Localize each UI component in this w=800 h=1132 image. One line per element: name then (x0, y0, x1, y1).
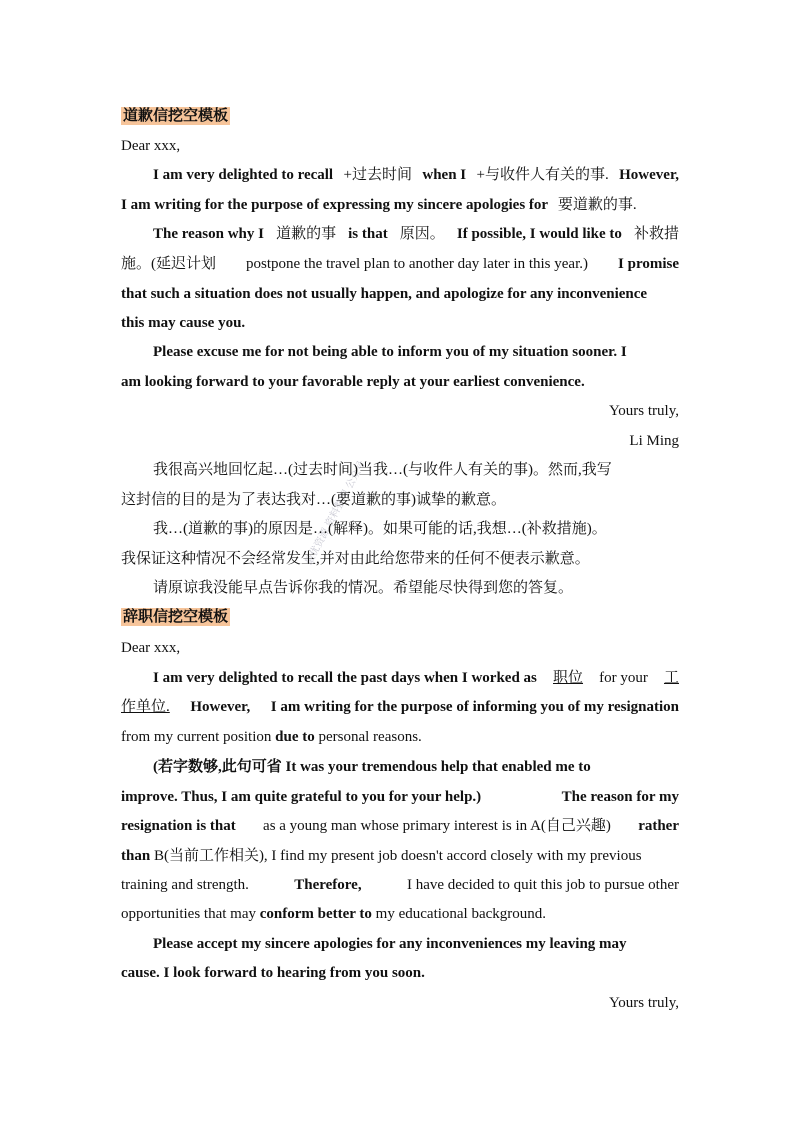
text-span: I am very delighted to recall the past days when I worked as (153, 670, 537, 686)
apology-paragraph-3-line-2 (121, 371, 585, 393)
apology-chinese-line-3: 我…(道歉的事)的原因是…(解释)。如果可能的话,我想…(补救措施)。 (153, 521, 607, 537)
text-span: I promise (618, 256, 679, 272)
resignation-paragraph-2-line-3 (121, 815, 679, 837)
text-span: The reason why I (153, 226, 264, 242)
text-span: I am very delighted to recall (153, 167, 334, 183)
text-span: my educational background. (375, 906, 547, 922)
text-span: 职位 (553, 670, 584, 686)
text-span: 要道歉的事. (557, 197, 637, 213)
text-span: postpone the travel plan to another day later in this year.) (246, 256, 588, 272)
text-span: However, (619, 167, 679, 183)
text-span: personal reasons. (318, 729, 422, 745)
apology-paragraph-2-line-3 (121, 283, 647, 305)
apology-heading-line (121, 105, 230, 127)
resignation-paragraph-1-line-3 (121, 726, 422, 748)
text-span: If possible, I would like to (456, 226, 622, 242)
apology-heading: 道歉信挖空模板 (123, 108, 229, 124)
apology-chinese-line-2: 这封信的目的是为了表达我对…(要道歉的事)诚挚的歉意。 (121, 492, 506, 508)
resignation-paragraph-2-line-2 (121, 786, 679, 808)
text-span: B(当前工作相关), I find my present job doesn't accord closely with my previous (153, 848, 642, 864)
text-span: +与收件人有关的事. (476, 167, 609, 183)
resignation-paragraph-3-line-2 (121, 962, 425, 984)
resignation-closing: Yours truly, (608, 995, 679, 1011)
apology-closing: Yours truly, (608, 403, 679, 419)
text-span: am looking forward to your favorable reply at your earliest convenience. (121, 374, 585, 390)
text-span: rather (638, 818, 679, 834)
text-span: I am writing for the purpose of expressing my sincere apologies for (121, 197, 549, 213)
text-span: opportunities that may (121, 906, 256, 922)
text-span: that such a situation does not usually happen, and apologize for any inconvenience (121, 286, 648, 302)
text-span: 补救措 (633, 226, 679, 242)
apology-signature: Li Ming (629, 433, 679, 449)
resignation-greeting: Dear xxx, (121, 640, 181, 656)
resignation-paragraph-3-line-1 (153, 933, 679, 955)
apology-chinese-line-5: 请原谅我没能早点告诉你我的情况。希望能尽快得到您的答复。 (153, 580, 574, 596)
resignation-paragraph-1-line-2 (121, 696, 679, 718)
text-span: cause. I look forward to hearing from you soon. (121, 965, 425, 981)
text-span: resignation is that (121, 818, 236, 834)
text-span: I am writing for the purpose of informing you of my resignation (270, 699, 679, 715)
text-span: Please excuse me for not being able to inform you of my situation sooner. I (153, 344, 627, 360)
text-span: However, (190, 699, 251, 715)
resignation-paragraph-2-line-1 (153, 756, 679, 778)
text-span: 施。(延迟计划 (121, 256, 216, 272)
watermark: 最优资源 资料整理 公众号 (303, 459, 368, 568)
text-span: than (121, 848, 151, 864)
apology-paragraph-1-line-1 (153, 164, 679, 186)
text-span: for your (599, 670, 648, 686)
apology-paragraph-2-line-4 (121, 312, 245, 334)
text-span: The reason for my (561, 789, 679, 805)
apology-chinese-line-4: 我保证这种情况不会经常发生,并对由此给您带来的任何不便表示歉意。 (121, 551, 590, 567)
apology-paragraph-2-line-1 (153, 223, 679, 245)
text-span: improve. Thus, I am quite grateful to you for your help.) (121, 789, 482, 805)
text-span: I have decided to quit this job to pursue other (406, 877, 679, 893)
text-span: from my current position (121, 729, 272, 745)
resignation-heading: 辞职信挖空模板 (123, 609, 229, 625)
resignation-paragraph-2-line-4 (121, 845, 642, 867)
text-span: this may cause you. (121, 315, 246, 331)
apology-paragraph-1-line-2 (121, 194, 637, 216)
apology-paragraph-2-line-2 (121, 253, 679, 275)
text-span: is that (348, 226, 388, 242)
text-span: 工 (663, 670, 679, 686)
text-span: 作单位. (121, 699, 170, 715)
text-span: Please accept my sincere apologies for any inconveniences my leaving may (153, 936, 627, 952)
resignation-paragraph-2-line-6 (121, 903, 546, 925)
apology-paragraph-3-line-1 (153, 341, 627, 363)
text-span: conform better to (259, 906, 372, 922)
text-span: due to (275, 729, 315, 745)
resignation-heading-line (121, 606, 230, 628)
resignation-paragraph-1-line-1 (153, 667, 679, 689)
text-span: as a young man whose primary interest is in A(自己兴趣) (263, 818, 611, 834)
text-span: training and strength. (121, 877, 249, 893)
text-span: 原因。 (399, 226, 445, 242)
text-span: (若字数够,此句可省 It was your tremendous help that enabled me to (153, 759, 591, 775)
text-span: when I (422, 167, 467, 183)
text-span: +过去时间 (343, 167, 412, 183)
apology-chinese-line-1: 我很高兴地回忆起…(过去时间)当我…(与收件人有关的事)。然而,我写 (153, 462, 612, 478)
text-span: Therefore, (294, 877, 362, 893)
apology-greeting: Dear xxx, (121, 138, 181, 154)
text-span: 道歉的事 (276, 226, 337, 242)
resignation-paragraph-2-line-5 (121, 874, 679, 896)
